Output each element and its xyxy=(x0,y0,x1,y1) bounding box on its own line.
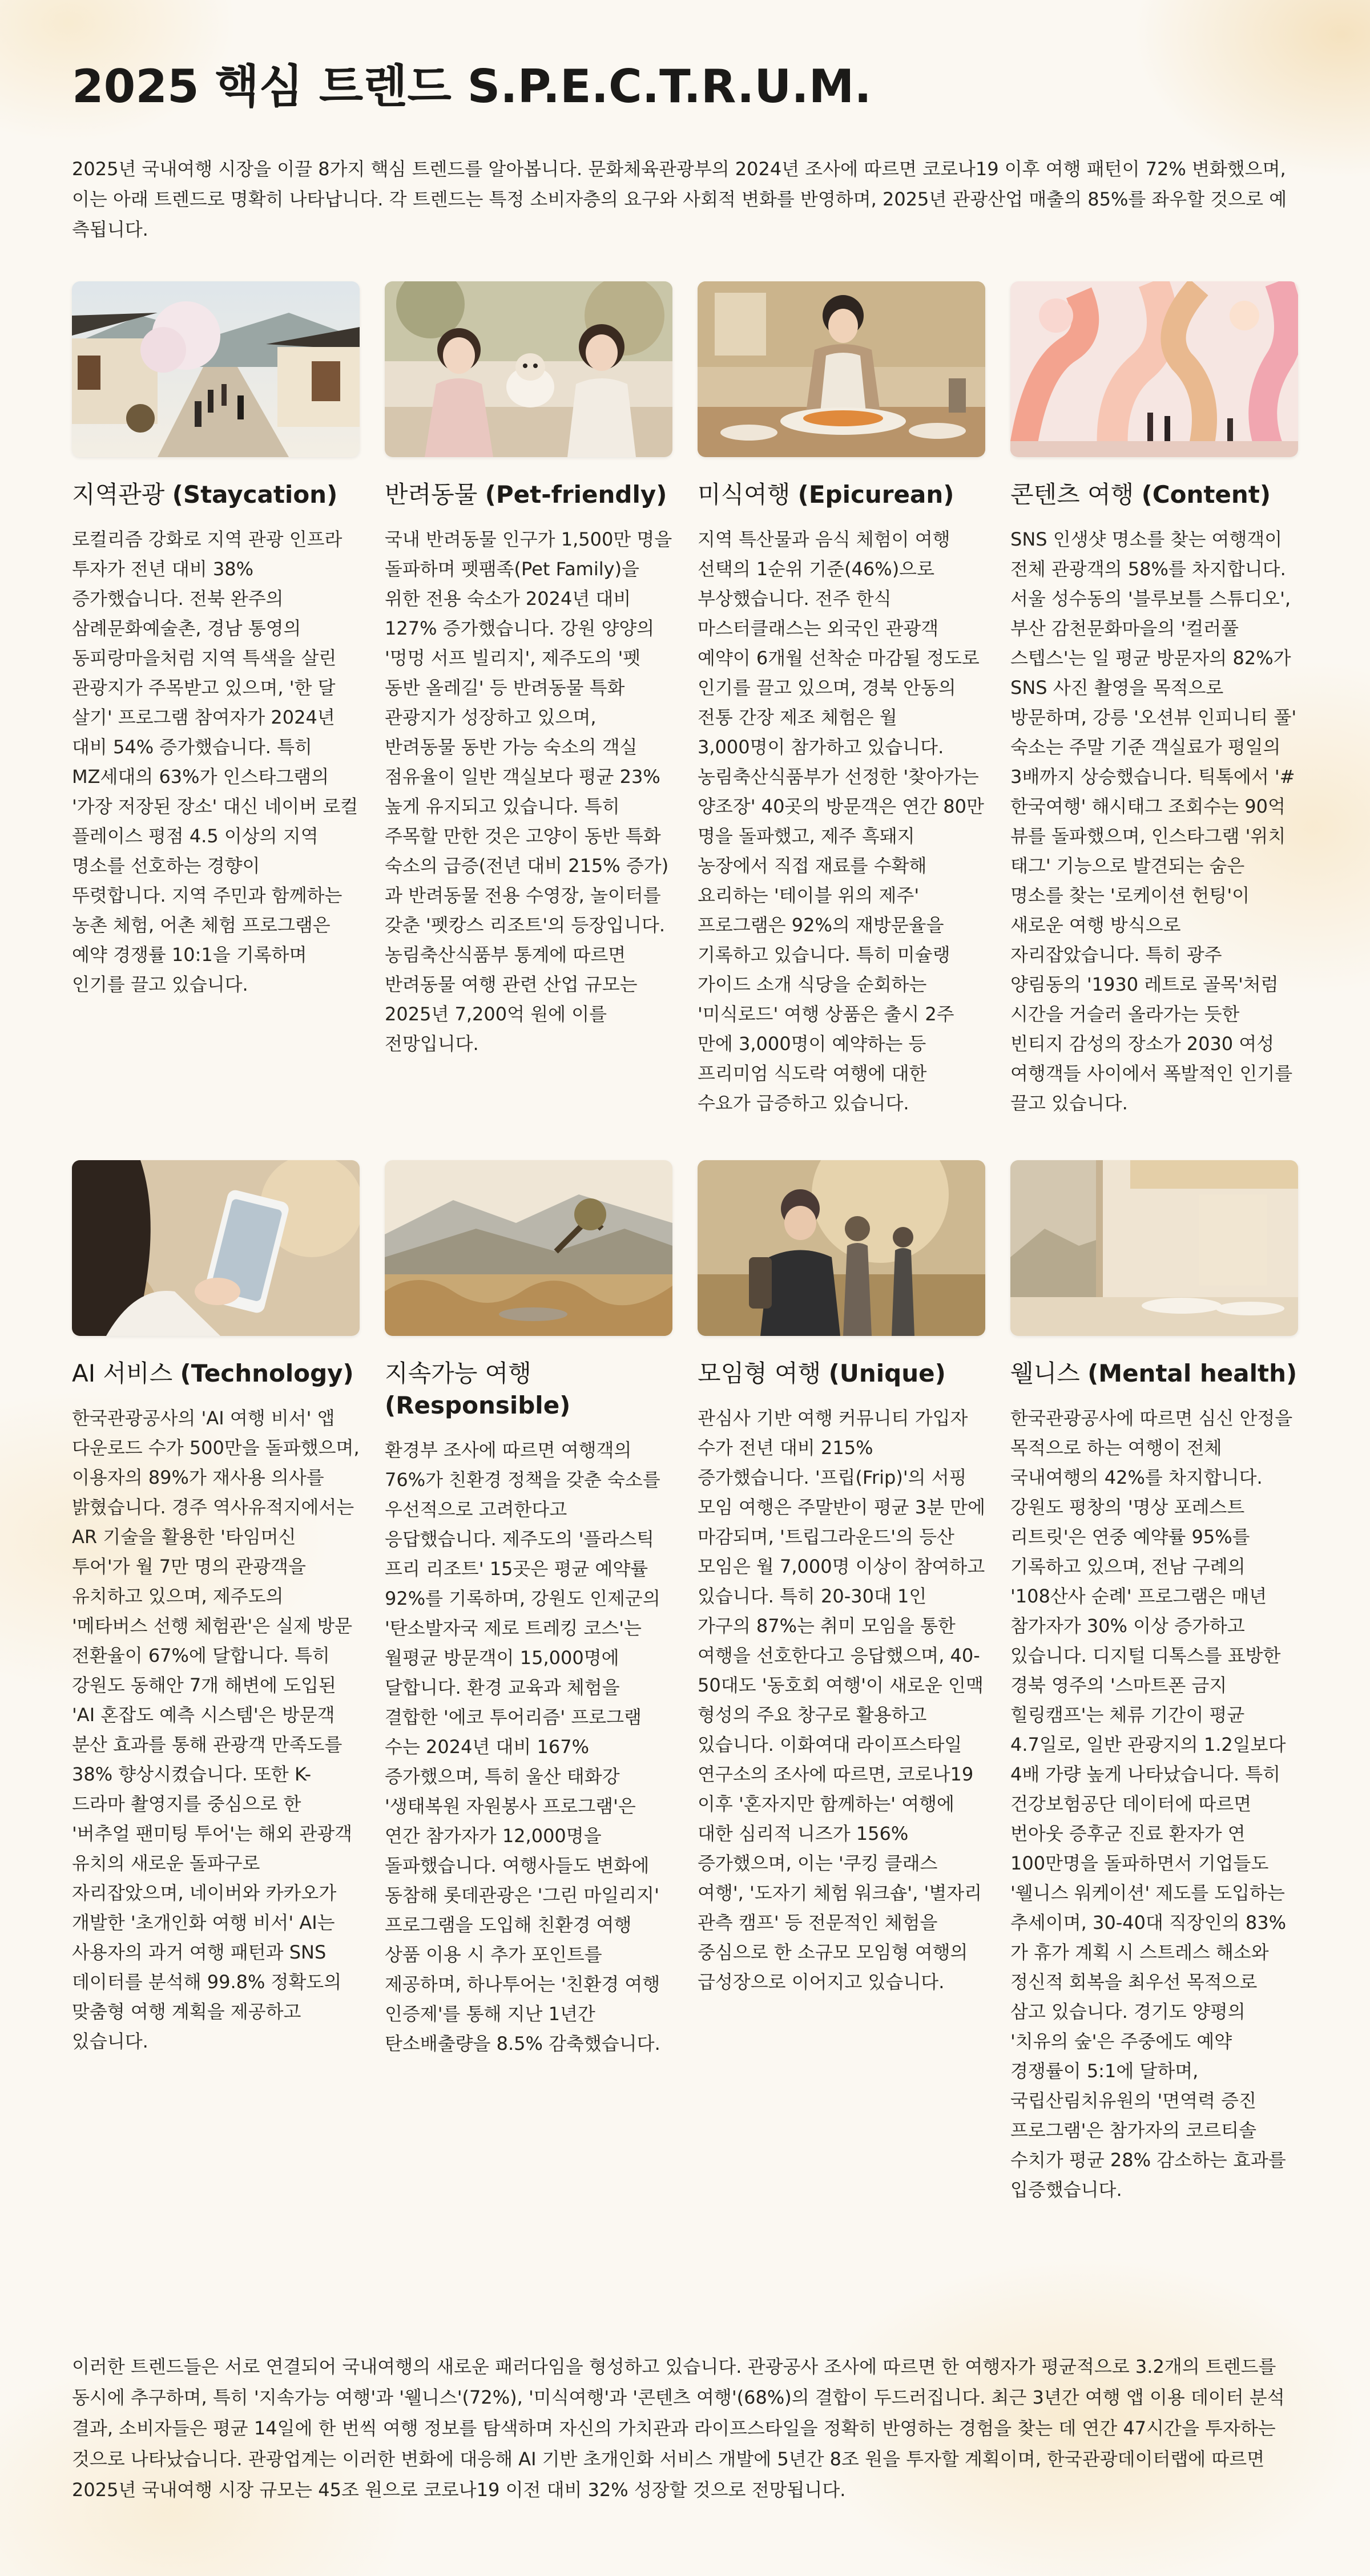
staycation-photo xyxy=(72,281,360,457)
trend-card-mental-health xyxy=(1010,1160,1298,2204)
trend-card-staycation xyxy=(72,281,360,1118)
staycation-title-en: (Staycation) xyxy=(172,481,338,508)
epicurean-photo xyxy=(698,281,985,457)
pet-friendly-photo xyxy=(385,281,672,457)
unique-body: 관심사 기반 여행 커뮤니티 가입자 수가 전년 대비 215% 증가했습니다. '프립(Frip)'의 서핑 모임 여행은 주말반이 평균 3분 만에 마감되며, '트립그라운드'의 등산 모임은 월 7,000명 이상이 참여하고 있습니다. 특히 20-30대 1인 가구의 87%는 취미 모임을 통한 여행을 선호한다고 응답했으며, 40-50대도 '동호회 여행'이 새로운 인맥 형성의 주요 창구로 활용하고 있습니다. 이화여대 라이프스타일 연구소의 조사에 따르면, 코로나19 이후 '혼자지만 함께하는' 여행에 대한 심리적 니즈가 156% 증가했으며, 이는 '쿠킹 클래스 여행', '도자기 체험 워크숍', '별자리 관측 캠프' 등 전문적인 체험을 중심으로 한 소규모 모임형 여행의 급성장으로 이어지고 있습니다. xyxy=(698,1407,985,1993)
mental-health-body: 한국관광공사에 따르면 심신 안정을 목적으로 하는 여행이 전체 국내여행의 42%를 차지합니다. 강원도 평창의 '명상 포레스트 리트릿'은 연중 예약률 95%를 기록하고 있으며, 전남 구례의 '108산사 순례' 프로그램은 매년 참가자가 30% 이상 증가하고 있습니다. 디지털 디톡스를 표방한 경북 영주의 '스마트폰 금지 힐링캠프'는 체류 기간이 평균 4.7일로, 일반 관광지의 1.2일보다 4배 가량 높게 나타났습니다. 특히 건강보험공단 데이터에 따르면 번아웃 증후군 진료 환자가 연 100만명을 돌파하면서 기업들도 '웰니스 워케이션' 제도를 도입하는 추세이며, 30-40대 직장인의 83%가 휴가 계획 시 스트레스 해소와 정신적 회복을 최우선 목적으로 삼고 있습니다. 경기도 양평의 '치유의 숲'은 주중에도 예약 경쟁률이 5:1에 달하며, 국립산림치유원의 '면역력 증진 프로그램'은 참가자의 코르티솔 수치가 평균 28% 감소하는 효과를 입증했습니다. xyxy=(1010,1407,1293,2200)
mental-health-title xyxy=(1010,1358,1298,1390)
technology-body: 한국관광공사의 'AI 여행 비서' 앱 다운로드 수가 500만을 돌파했으며, 이용자의 89%가 재사용 의사를 밝혔습니다. 경주 역사유적지에서는 AR 기술을 활용한 '타임머신 투어'가 월 7만 명의 관광객을 유치하고 있으며, 제주도의 '메타버스 선행 체험관'은 실제 방문 전환율이 67%에 달합니다. 특히 강원도 동해안 7개 해변에 도입된 'AI 혼잡도 예측 시스템'은 방문객 분산 효과를 통해 관광객 만족도를 38% 향상시켰습니다. 또한 K-드라마 촬영지를 중심으로 한 '버추얼 팬미팅 투어'는 해외 관광객 유치의 새로운 돌파구로 자리잡았으며, 네이버와 카카오가 개발한 '초개인화 여행 비서' AI는 사용자의 과거 여행 패턴과 SNS 데이터를 분석해 99.8% 정확도의 맞춤형 여행 계획을 제공하고 있습니다. xyxy=(72,1407,360,2052)
content-title xyxy=(1010,479,1298,511)
technology-title-ko: AI 서비스 xyxy=(72,1359,173,1387)
content-title-ko: 콘텐츠 여행 xyxy=(1010,481,1134,508)
epicurean-title-ko: 미식여행 xyxy=(698,481,791,508)
epicurean-title-en: (Epicurean) xyxy=(797,481,954,508)
responsible-title-en: (Responsible) xyxy=(385,1391,571,1419)
trend-grid-row-2 xyxy=(72,1160,1298,2204)
technology-photo xyxy=(72,1160,360,1336)
page-title: 2025 핵심 트렌드 S.P.E.C.T.R.U.M. xyxy=(72,60,872,113)
content-photo xyxy=(1010,281,1298,457)
trend-card-content xyxy=(1010,281,1298,1118)
staycation-body: 로컬리즘 강화로 지역 관광 인프라 투자가 전년 대비 38% 증가했습니다. 전북 완주의 삼례문화예술촌, 경남 통영의 동피랑마을처럼 지역 특색을 살린 관광지가 주목받고 있으며, '한 달 살기' 프로그램 참여자가 2024년 대비 54% 증가했습니다. 특히 MZ세대의 63%가 인스타그램의 '가장 저장된 장소' 대신 네이버 로컬 플레이스 평점 4.5 이상의 지역 명소를 선호하는 경향이 뚜렷합니다. 지역 주민과 함께하는 농촌 체험, 어촌 체험 프로그램은 예약 경쟁률 10:1을 기록하며 인기를 끌고 있습니다. xyxy=(72,528,358,995)
unique-title-ko: 모임형 여행 xyxy=(698,1359,821,1387)
technology-title xyxy=(72,1358,360,1390)
unique-title xyxy=(698,1358,985,1390)
content-title-en: (Content) xyxy=(1141,481,1271,508)
pet-friendly-title-en: (Pet-friendly) xyxy=(485,481,667,508)
staycation-title-ko: 지역관광 xyxy=(72,481,165,508)
staycation-title xyxy=(72,479,360,511)
epicurean-body: 지역 특산물과 음식 체험이 여행 선택의 1순위 기준(46%)으로 부상했습니다. 전주 한식 마스터클래스는 외국인 관광객 예약이 6개월 선착순 마감될 정도로 인기를 끌고 있으며, 경북 안동의 전통 간장 제조 체험은 월 3,000명이 참가하고 있습니다. 농림축산식품부가 선정한 '찾아가는 양조장' 40곳의 방문객은 연간 80만 명을 돌파했고, 제주 흑돼지 농장에서 직접 재료를 수확해 요리하는 '테이블 위의 제주' 프로그램은 92%의 재방문율을 기록하고 있습니다. 특히 미슐랭 가이드 소개 식당을 순회하는 '미식로드' 여행 상품은 출시 2주 만에 3,000명이 예약하는 등 프리미엄 식도락 여행에 대한 수요가 급증하고 있습니다. xyxy=(698,528,984,1114)
mental-health-title-en: (Mental health) xyxy=(1087,1359,1298,1387)
intro-paragraph: 2025년 국내여행 시장을 이끌 8가지 핵심 트렌드를 알아봅니다. 문화체육관광부의 2024년 조사에 따르면 코로나19 이후 여행 패턴이 72% 변화했으며, 이는 아래 트렌드로 명확히 나타납니다. 각 트렌드는 특정 소비자층의 요구와 사회적 변화를 반영하며, 2025년 관광산업 매출의 85%를 좌우할 것으로 예측됩니다. xyxy=(72,158,1287,240)
responsible-body: 환경부 조사에 따르면 여행객의 76%가 친환경 정책을 갖춘 숙소를 우선적으로 고려한다고 응답했습니다. 제주도의 '플라스틱 프리 리조트' 15곳은 평균 예약률 92%를 기록하며, 강원도 인제군의 '탄소발자국 제로 트레킹 코스'는 월평균 방문객이 15,000명에 달합니다. 환경 교육과 체험을 결합한 '에코 투어리즘' 프로그램 수는 2024년 대비 167% 증가했으며, 특히 울산 태화강 '생태복원 자원봉사 프로그램'은 연간 참가자가 12,000명을 돌파했습니다. 여행사들도 변화에 동참해 롯데관광은 '그린 마일리지' 프로그램을 도입해 친환경 여행 상품 이용 시 추가 포인트를 제공하며, 하나투어는 '친환경 여행 인증제'를 통해 지난 1년간 탄소배출량을 8.5% 감축했습니다. xyxy=(385,1439,660,2054)
trend-grid-row-1 xyxy=(72,281,1298,1118)
technology-title-en: (Technology) xyxy=(180,1359,354,1387)
responsible-title-ko: 지속가능 여행 xyxy=(385,1359,531,1387)
responsible-title xyxy=(385,1358,672,1422)
pet-friendly-body: 국내 반려동물 인구가 1,500만 명을 돌파하며 펫팸족(Pet Family)을 위한 전용 숙소가 2024년 대비 127% 증가했습니다. 강원 양양의 '멍멍 서프 빌리지', 제주도의 '펫 동반 올레길' 등 반려동물 특화 관광지가 성장하고 있으며, 반려동물 동반 가능 숙소의 객실 점유율이 일반 객실보다 평균 23% 높게 유지되고 있습니다. 특히 주목할 만한 것은 고양이 동반 특화 숙소의 급증(전년 대비 215% 증가)과 반려동물 전용 수영장, 놀이터를 갖춘 '펫캉스 리조트'의 등장입니다. 농림축산식품부 통계에 따르면 반려동물 여행 관련 산업 규모는 2025년 7,200억 원에 이를 전망입니다. xyxy=(385,528,672,1055)
trend-card-responsible xyxy=(385,1160,672,2204)
trend-card-unique xyxy=(698,1160,985,2204)
epicurean-title xyxy=(698,479,985,511)
page xyxy=(72,55,1298,2204)
mental-health-title-ko: 웰니스 xyxy=(1010,1359,1080,1387)
unique-photo xyxy=(698,1160,985,1336)
pet-friendly-title xyxy=(385,479,672,511)
responsible-photo xyxy=(385,1160,672,1336)
trend-card-technology xyxy=(72,1160,360,2204)
outro-paragraph: 이러한 트렌드들은 서로 연결되어 국내여행의 새로운 패러다임을 형성하고 있습니다. 관광공사 조사에 따르면 한 여행자가 평균적으로 3.2개의 트렌드를 동시에 추구하며, 특히 '지속가능 여행'과 '웰니스'(72%), '미식여행'과 '콘텐츠 여행'(68%)의 결합이 두드러집니다. 최근 3년간 여행 앱 이용 데이터 분석 결과, 소비자들은 평균 14일에 한 번씩 여행 정보를 탐색하며 자신의 가치관과 라이프스타일을 정확히 반영하는 경험을 찾는 데 연간 47시간을 투자하는 것으로 나타났습니다. 관광업계는 이러한 변화에 대응해 AI 기반 초개인화 서비스 개발에 5년간 8조 원을 투자할 계획이며, 한국관광데이터랩에 따르면 2025년 국내여행 시장 규모는 45조 원으로 코로나19 이전 대비 32% 성장할 것으로 전망됩니다. xyxy=(72,2356,1285,2501)
unique-title-en: (Unique) xyxy=(828,1359,946,1387)
pet-friendly-title-ko: 반려동물 xyxy=(385,481,478,508)
mental-health-photo xyxy=(1010,1160,1298,1336)
content-body: SNS 인생샷 명소를 찾는 여행객이 전체 관광객의 58%를 차지합니다. 서울 성수동의 '블루보틀 스튜디오', 부산 감천문화마을의 '컬러풀 스텝스'는 일 평균 방문자의 82%가 SNS 사진 촬영을 목적으로 방문하며, 강릉 '오션뷰 인피니티 풀' 숙소는 주말 기준 객실료가 평일의 3배까지 상승했습니다. 틱톡에서 '#한국여행' 해시태그 조회수는 90억 뷰를 돌파했으며, 인스타그램 '위치 태그' 기능으로 발견되는 숨은 명소를 찾는 '로케이션 헌팅'이 새로운 여행 방식으로 자리잡았습니다. 특히 광주 양림동의 '1930 레트로 골목'처럼 시간을 거슬러 올라가는 듯한 빈티지 감성의 장소가 2030 여성 여행객들 사이에서 폭발적인 인기를 끌고 있습니다. xyxy=(1010,528,1297,1114)
trend-card-epicurean xyxy=(698,281,985,1118)
trend-card-pet-friendly xyxy=(385,281,672,1118)
